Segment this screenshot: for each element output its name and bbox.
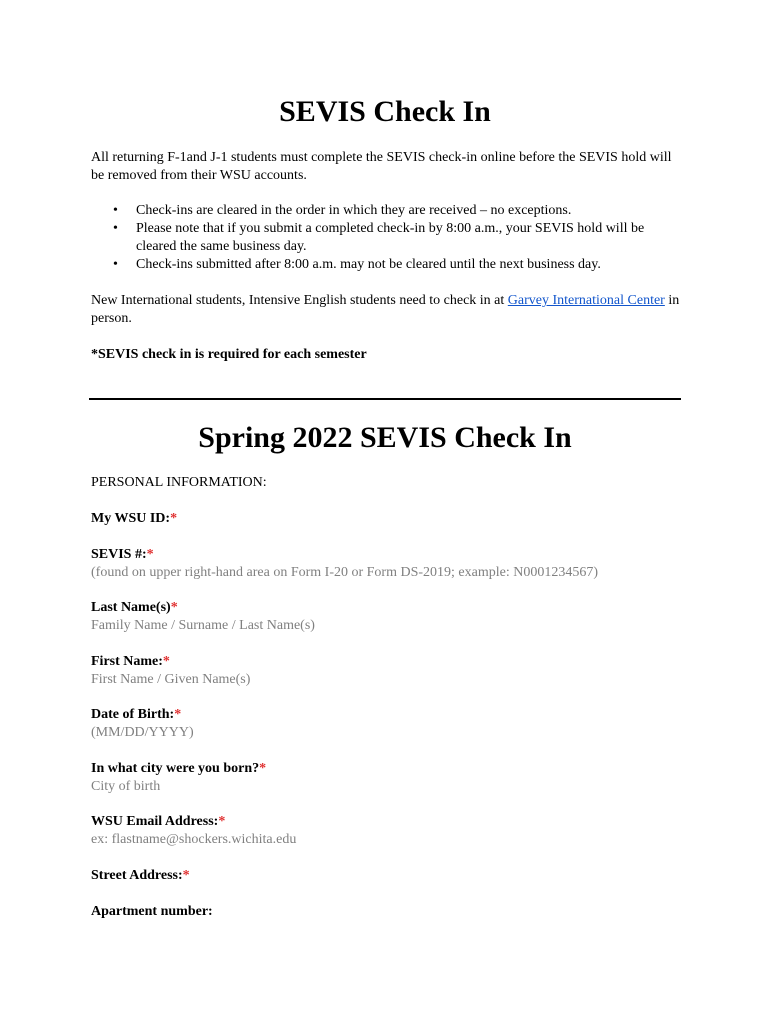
list-item-text: Please note that if you submit a completed check-in by 8:00 a.m., your SEVIS hold will be cleared the same business day. [136,221,645,254]
bullet-icon: • [113,221,118,236]
field-hint: Family Name / Surname / Last Name(s) [91,618,315,633]
field-label [91,546,691,564]
wsu-email-field [91,813,691,849]
form-title: Spring 2022 SEVIS Check In [198,421,572,454]
field-label-text: Apartment number: [91,904,213,919]
field-label [91,510,691,528]
field-hint: ex: flastname@shockers.wichita.edu [91,832,297,847]
date-of-birth-field [91,706,691,742]
last-name-field [91,599,691,635]
field-label-text: Street Address: [91,868,183,883]
list-item [91,220,681,256]
field-label-text: WSU Email Address: [91,814,219,829]
new-students-paragraph [91,292,681,328]
required-asterisk: * [170,511,178,526]
field-hint: City of birth [91,779,161,794]
field-label [91,903,691,921]
field-label-text: First Name: [91,654,163,669]
field-label [91,599,691,617]
street-address-field [91,867,691,885]
required-asterisk: * [182,868,190,883]
section-label: PERSONAL INFORMATION: [91,475,267,490]
wsu-id-field [91,510,691,528]
required-asterisk: * [259,761,267,776]
section-divider [89,398,681,400]
field-label [91,813,691,831]
required-asterisk: * [146,547,154,562]
garvey-center-link[interactable]: Garvey International Center [507,293,665,308]
field-hint: First Name / Given Name(s) [91,672,251,687]
page-title: SEVIS Check In [279,95,491,128]
list-item-text: Check-ins are cleared in the order in which they are received – no exceptions. [136,203,572,218]
field-hint: (MM/DD/YYYY) [91,725,194,740]
required-asterisk: * [174,707,182,722]
new-students-text-end: in person. [91,293,680,326]
field-label [91,867,691,885]
required-asterisk: * [218,814,226,829]
field-label-text: My WSU ID: [91,511,171,526]
sevis-number-field [91,546,691,582]
check-in-rules-list [91,202,681,274]
bullet-icon: • [113,257,118,272]
field-label-text: SEVIS #: [91,547,147,562]
new-students-text: New International students, Intensive English students need to check in at [91,293,508,308]
list-item-text: Check-ins submitted after 8:00 a.m. may not be cleared until the next business day. [136,257,601,272]
field-label [91,760,691,778]
field-label [91,706,691,724]
first-name-field [91,653,691,689]
list-item [91,256,681,274]
list-item [91,202,681,220]
required-note: *SEVIS check in is required for each semester [91,347,367,362]
required-asterisk: * [162,654,170,669]
intro-paragraph: All returning F-1and J-1 students must complete the SEVIS check-in online before the SEVIS hold will be removed from their WSU accounts. [91,150,672,183]
field-label [91,653,691,671]
field-label-text: Last Name(s) [91,600,171,615]
bullet-icon: • [113,203,118,218]
birth-city-field [91,760,691,796]
field-hint: (found on upper right-hand area on Form I-20 or Form DS-2019; example: N0001234567) [91,565,599,580]
required-asterisk: * [170,600,178,615]
apartment-number-field [91,903,691,921]
field-label-text: Date of Birth: [91,707,175,722]
field-label-text: In what city were you born? [91,761,260,776]
